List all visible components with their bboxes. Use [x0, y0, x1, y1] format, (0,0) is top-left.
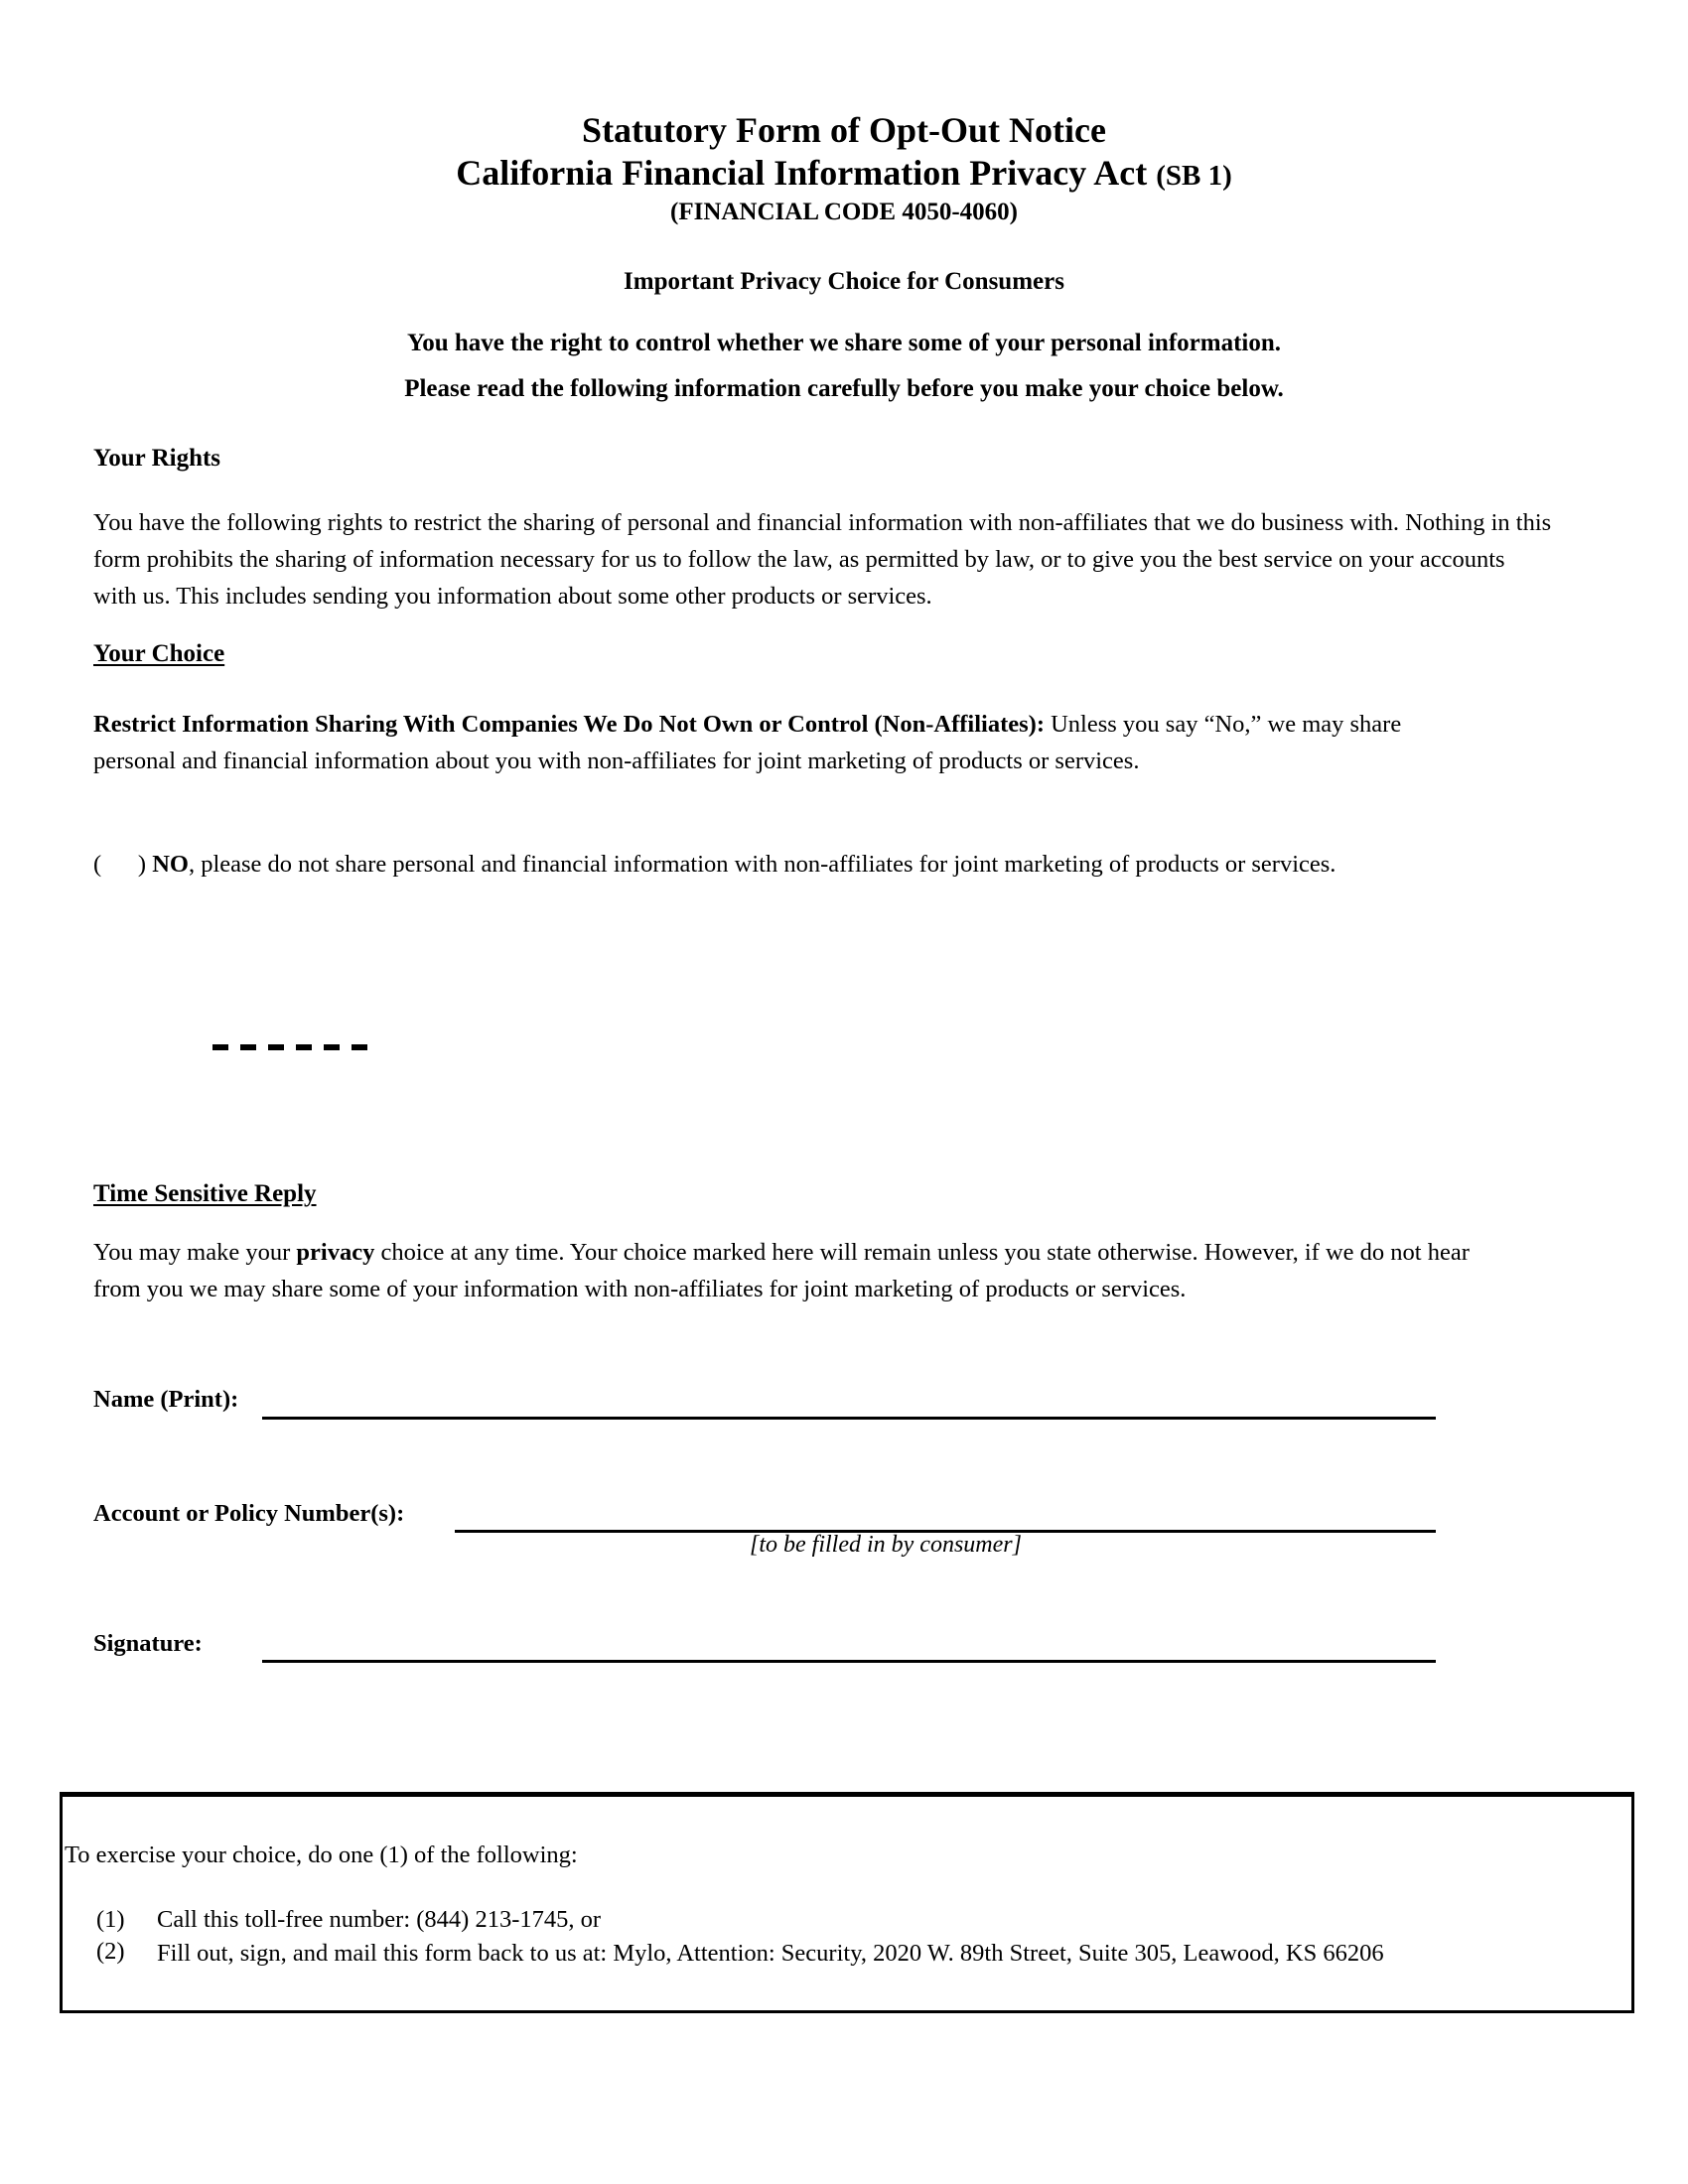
opt-out-text: , please do not share personal and financial information with non-affiliates for joint marketing of products or services. [188, 851, 1336, 878]
opt-out-option[interactable] [93, 846, 1583, 883]
account-label: Account or Policy Number(s): [93, 1500, 405, 1527]
intro-line-1: You have the right to control whether we share some of your personal information. [406, 330, 1282, 356]
dashed-mark [212, 1044, 367, 1050]
choice-heading: Important Privacy Choice for Consumers [624, 268, 1064, 295]
name-field[interactable] [262, 1417, 1436, 1420]
instruction-2-text: Fill out, sign, and mail this form back to us at: Mylo, Attention: Security, 2020 W. 89th Street, Suite 305, Leawood, KS 66206 [157, 1940, 1384, 1967]
form-title: Statutory Form of Opt-Out Notice [582, 110, 1106, 150]
your-rights-heading: Your Rights [93, 445, 221, 472]
signature-field[interactable] [262, 1660, 1436, 1663]
your-choice-heading: Your Choice [93, 640, 225, 667]
signature-label: Signature: [93, 1630, 203, 1657]
instruction-2-number: (2) [96, 1938, 125, 1965]
act-title [0, 152, 1688, 194]
reply-text-start: You may make your [93, 1239, 297, 1266]
name-label: Name (Print): [93, 1386, 239, 1413]
restrict-sharing-title: Restrict Information Sharing With Companies We Do Not Own or Control (Non-Affiliates): [93, 711, 1045, 738]
financial-code: (FINANCIAL CODE 4050-4060) [670, 199, 1018, 225]
reply-text-end: choice at any time. Your choice marked here will remain unless you state otherwise. However, if we do not hear from you we may share some of your information with non-affiliates for joint marketing of products or services. [93, 1239, 1470, 1302]
act-name: California Financial Information Privacy Act [456, 153, 1148, 193]
intro-line-2: Please read the following information carefully before you make your choice below. [404, 375, 1284, 402]
instructions-box [60, 1792, 1634, 2013]
your-rights-body: You have the following rights to restrict the sharing of personal and financial information with non-affiliates that we do business with. Nothing in this form prohibits the sharing of information necessary for us to follow the law, as permitted by law, or to give you the best service on your accounts with us. This includes sending you information about some other products or services. [93, 509, 1552, 610]
restrict-sharing-text: Unless you say “No,” we may share personal and financial information about you with non-affiliates for joint marketing of products or services. [93, 711, 1402, 774]
time-sensitive-body [93, 1234, 1483, 1307]
reply-text-bold: privacy [296, 1239, 375, 1266]
instructions-intro: To exercise your choice, do one (1) of the following: [65, 1842, 578, 1868]
act-bill: (SB 1) [1156, 160, 1232, 192]
opt-out-checkbox[interactable]: ( ) [93, 851, 147, 878]
instruction-1-number: (1) [96, 1906, 125, 1933]
restrict-sharing-paragraph [93, 706, 1483, 779]
time-sensitive-heading: Time Sensitive Reply [93, 1180, 317, 1207]
instruction-1-text: Call this toll-free number: (844) 213-1745, or [157, 1906, 602, 1933]
account-hint: [to be filled in by consumer] [750, 1532, 1022, 1558]
opt-out-no-label: NO [152, 851, 189, 878]
